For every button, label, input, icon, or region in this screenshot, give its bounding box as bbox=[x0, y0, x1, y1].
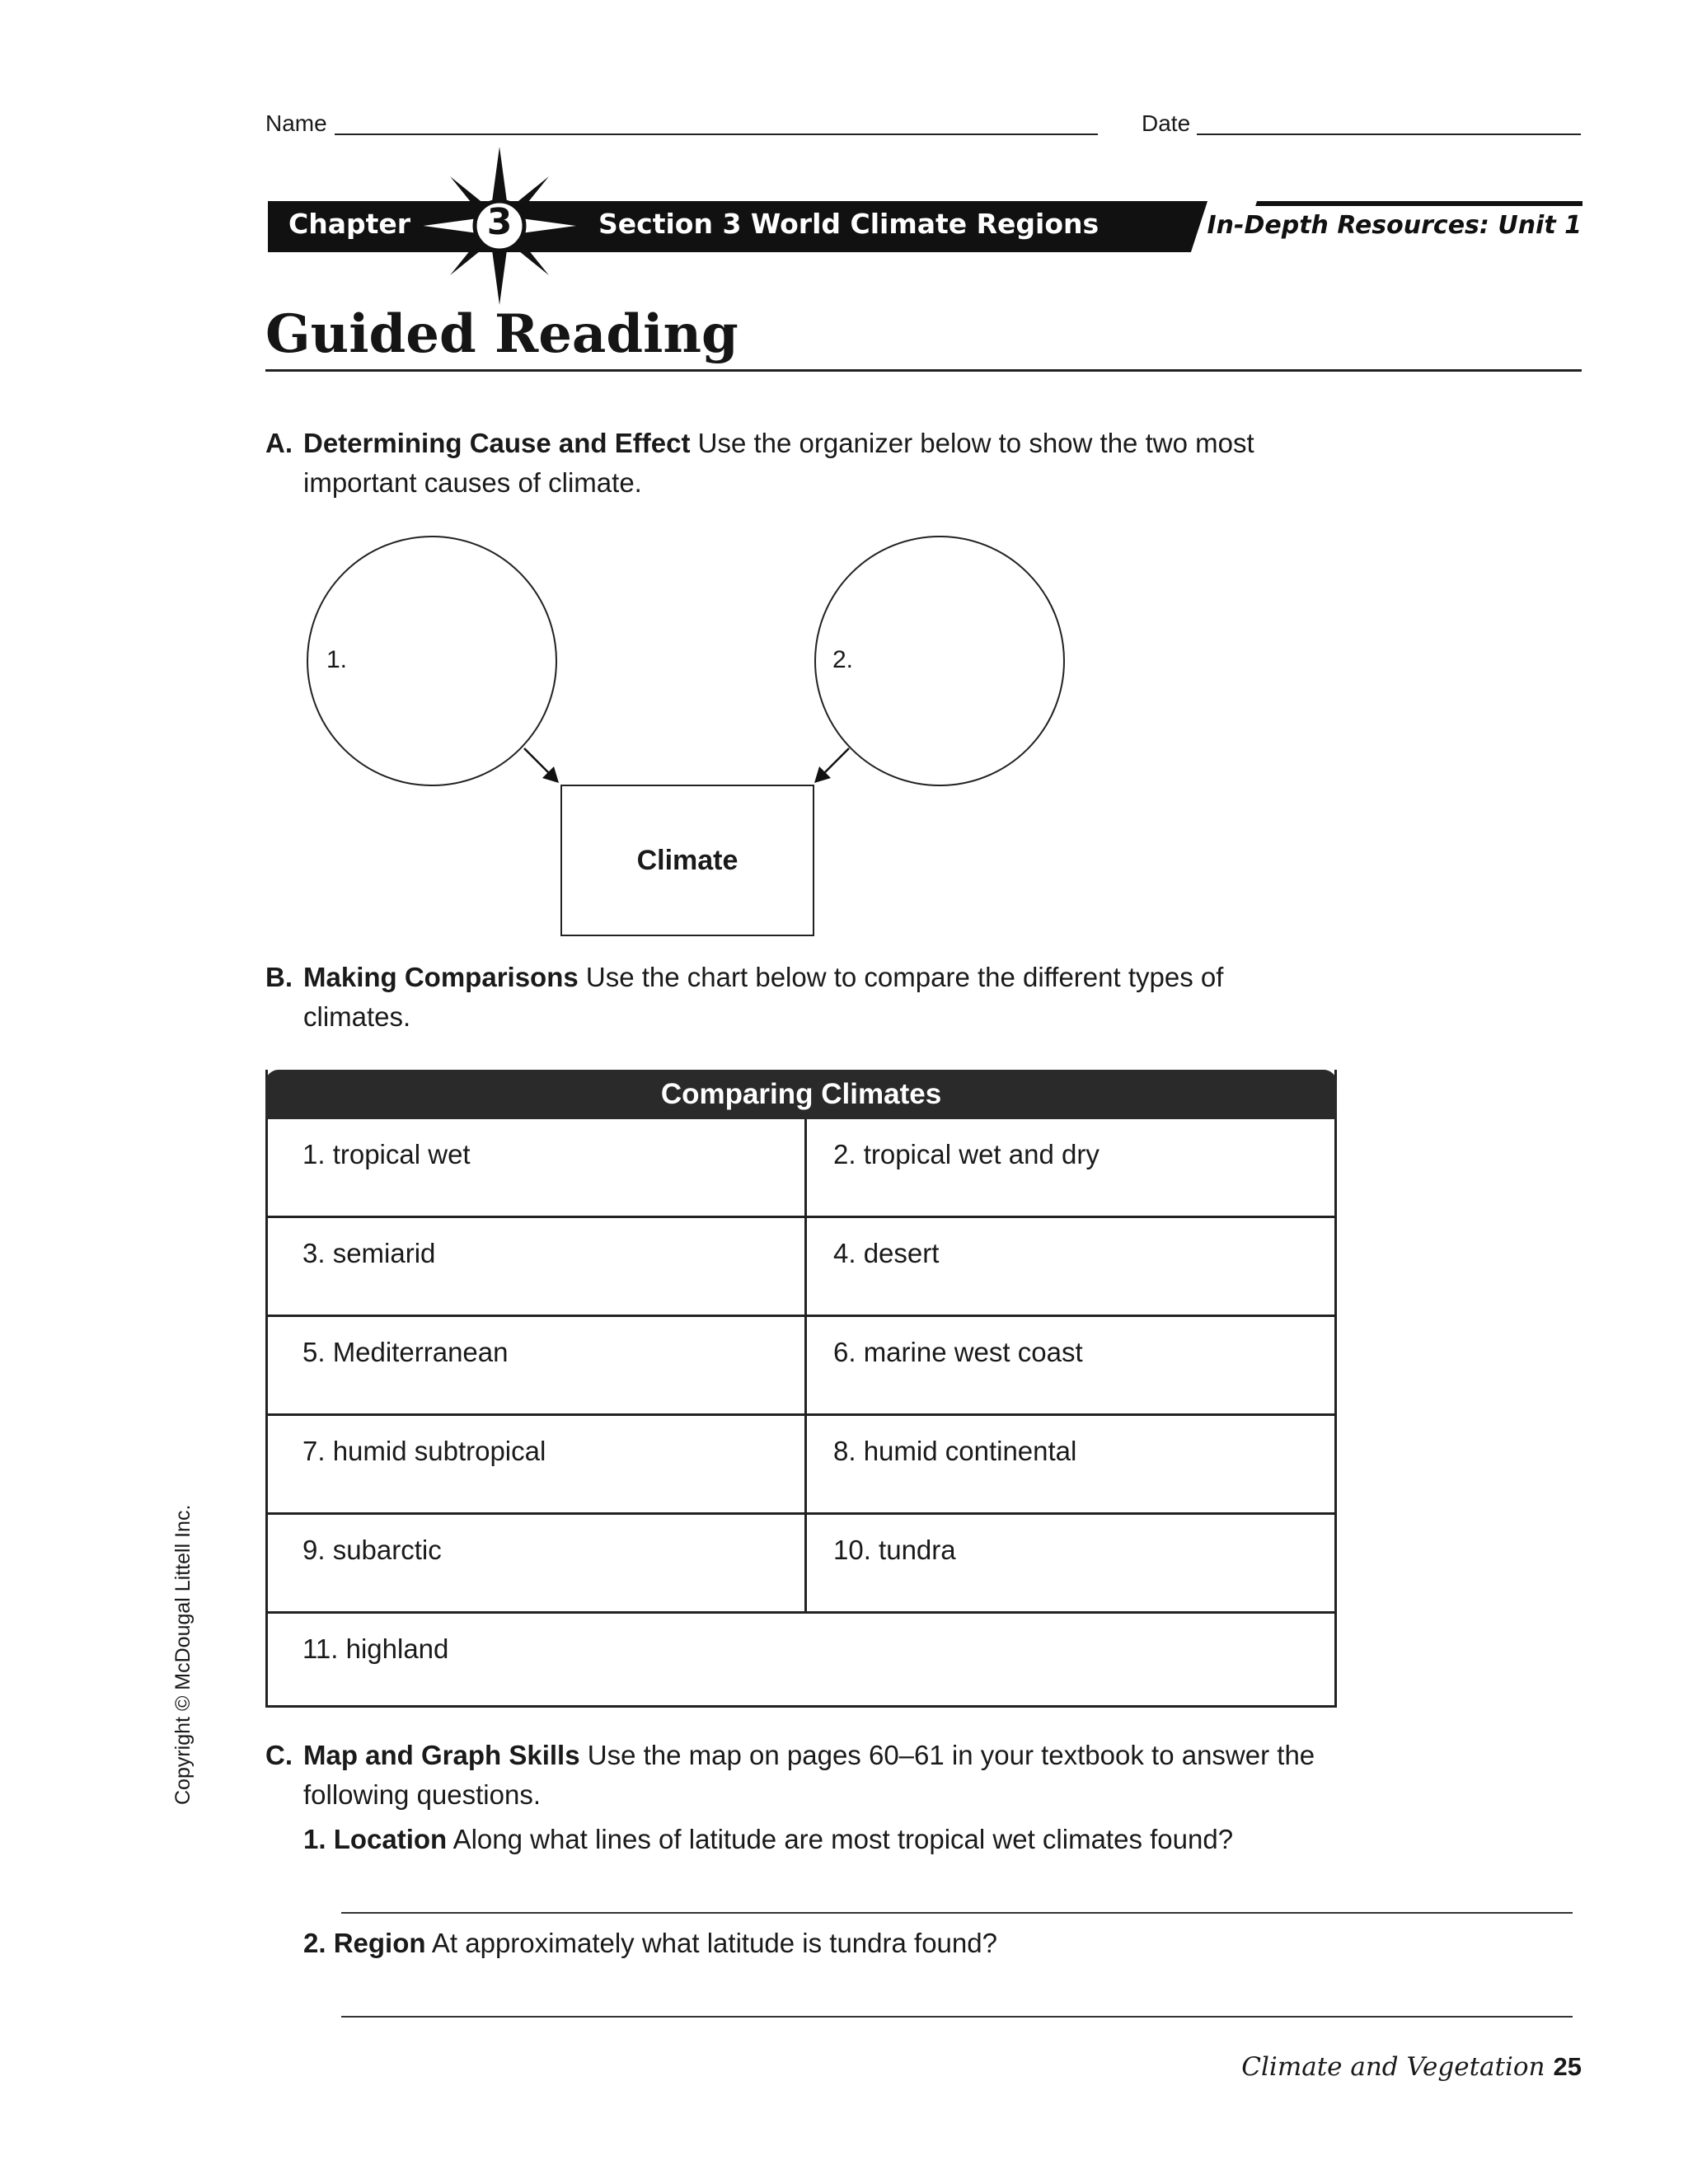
table-cell[interactable]: 10. tundra bbox=[833, 1535, 956, 1565]
section-a-text2: important causes of climate. bbox=[303, 467, 642, 498]
unit-label: In-Depth Resources: Unit 1 bbox=[1207, 211, 1582, 240]
question-1-number: 1. bbox=[303, 1824, 326, 1854]
section-a-text: Use the organizer below to show the two most bbox=[697, 428, 1254, 458]
question-2-label: Region bbox=[333, 1928, 426, 1958]
table-cell[interactable]: 8. humid continental bbox=[833, 1436, 1077, 1466]
date-label: Date bbox=[1142, 110, 1191, 136]
table-title: Comparing Climates bbox=[265, 1070, 1337, 1119]
cause-arrows bbox=[511, 742, 857, 791]
table-row bbox=[268, 1611, 1334, 1708]
table-row bbox=[268, 1216, 1334, 1315]
table-row bbox=[268, 1315, 1334, 1413]
name-field-line[interactable] bbox=[335, 134, 1098, 135]
table-cell[interactable]: 1. tropical wet bbox=[268, 1119, 807, 1216]
table-cell[interactable]: 9. subarctic bbox=[268, 1515, 807, 1611]
section-c-heading: Map and Graph Skills bbox=[303, 1740, 580, 1770]
section-title: Section 3 World Climate Regions bbox=[598, 208, 1100, 240]
table-cell[interactable]: 6. marine west coast bbox=[833, 1337, 1083, 1367]
table-cell[interactable]: 5. Mediterranean bbox=[268, 1317, 807, 1413]
answer-line-1[interactable] bbox=[341, 1912, 1573, 1914]
answer-line-2[interactable] bbox=[341, 2016, 1573, 2018]
question-1 bbox=[303, 1820, 1408, 1859]
question-2-number: 2. bbox=[303, 1928, 326, 1958]
table-cell[interactable]: 4. desert bbox=[833, 1238, 940, 1268]
section-b-letter: B. bbox=[265, 962, 293, 992]
table-row bbox=[268, 1512, 1334, 1611]
question-2-text: At approximately what latitude is tundra found? bbox=[431, 1928, 997, 1958]
question-2 bbox=[303, 1924, 1408, 1963]
date-field-line[interactable] bbox=[1197, 134, 1581, 135]
banner-rule bbox=[1212, 201, 1582, 206]
chapter-label: Chapter bbox=[288, 208, 411, 240]
section-b-heading: Making Comparisons bbox=[303, 962, 579, 992]
section-a-prompt bbox=[265, 424, 1370, 503]
section-b-text2: climates. bbox=[303, 1001, 411, 1032]
copyright-notice: Copyright © McDougal Littell Inc. bbox=[171, 1504, 195, 1805]
table-cell[interactable]: 3. semiarid bbox=[268, 1218, 807, 1315]
page-footer bbox=[1241, 2052, 1582, 2082]
comparing-climates-table bbox=[265, 1070, 1337, 1708]
page-title: Guided Reading bbox=[265, 303, 738, 365]
table-cell[interactable]: 2. tropical wet and dry bbox=[833, 1139, 1100, 1169]
name-label: Name bbox=[265, 110, 327, 136]
cause-circle-1-number: 1. bbox=[326, 646, 348, 673]
table-row bbox=[268, 1413, 1334, 1512]
footer-title: Climate and Vegetation bbox=[1241, 2052, 1545, 2082]
chapter-number: 3 bbox=[486, 201, 513, 243]
section-c-prompt bbox=[265, 1736, 1370, 1815]
page-number: 25 bbox=[1553, 2052, 1582, 2081]
section-b-text: Use the chart below to compare the different types of bbox=[585, 962, 1224, 992]
section-b-prompt bbox=[265, 958, 1370, 1037]
table-cell[interactable]: 7. humid subtropical bbox=[268, 1416, 807, 1512]
question-1-text: Along what lines of latitude are most tropical wet climates found? bbox=[452, 1824, 1234, 1854]
question-1-label: Location bbox=[333, 1824, 448, 1854]
title-rule bbox=[265, 369, 1582, 372]
section-c-text: Use the map on pages 60–61 in your textbook to answer the bbox=[587, 1740, 1315, 1770]
table-cell[interactable]: 11. highland bbox=[302, 1633, 449, 1664]
section-c-letter: C. bbox=[265, 1740, 293, 1770]
section-c-text2: following questions. bbox=[303, 1779, 542, 1810]
section-a-heading: Determining Cause and Effect bbox=[303, 428, 691, 458]
table-row bbox=[268, 1117, 1334, 1216]
cause-circle-2-number: 2. bbox=[832, 646, 854, 673]
climate-box: Climate bbox=[560, 785, 814, 936]
section-a-letter: A. bbox=[265, 428, 293, 458]
